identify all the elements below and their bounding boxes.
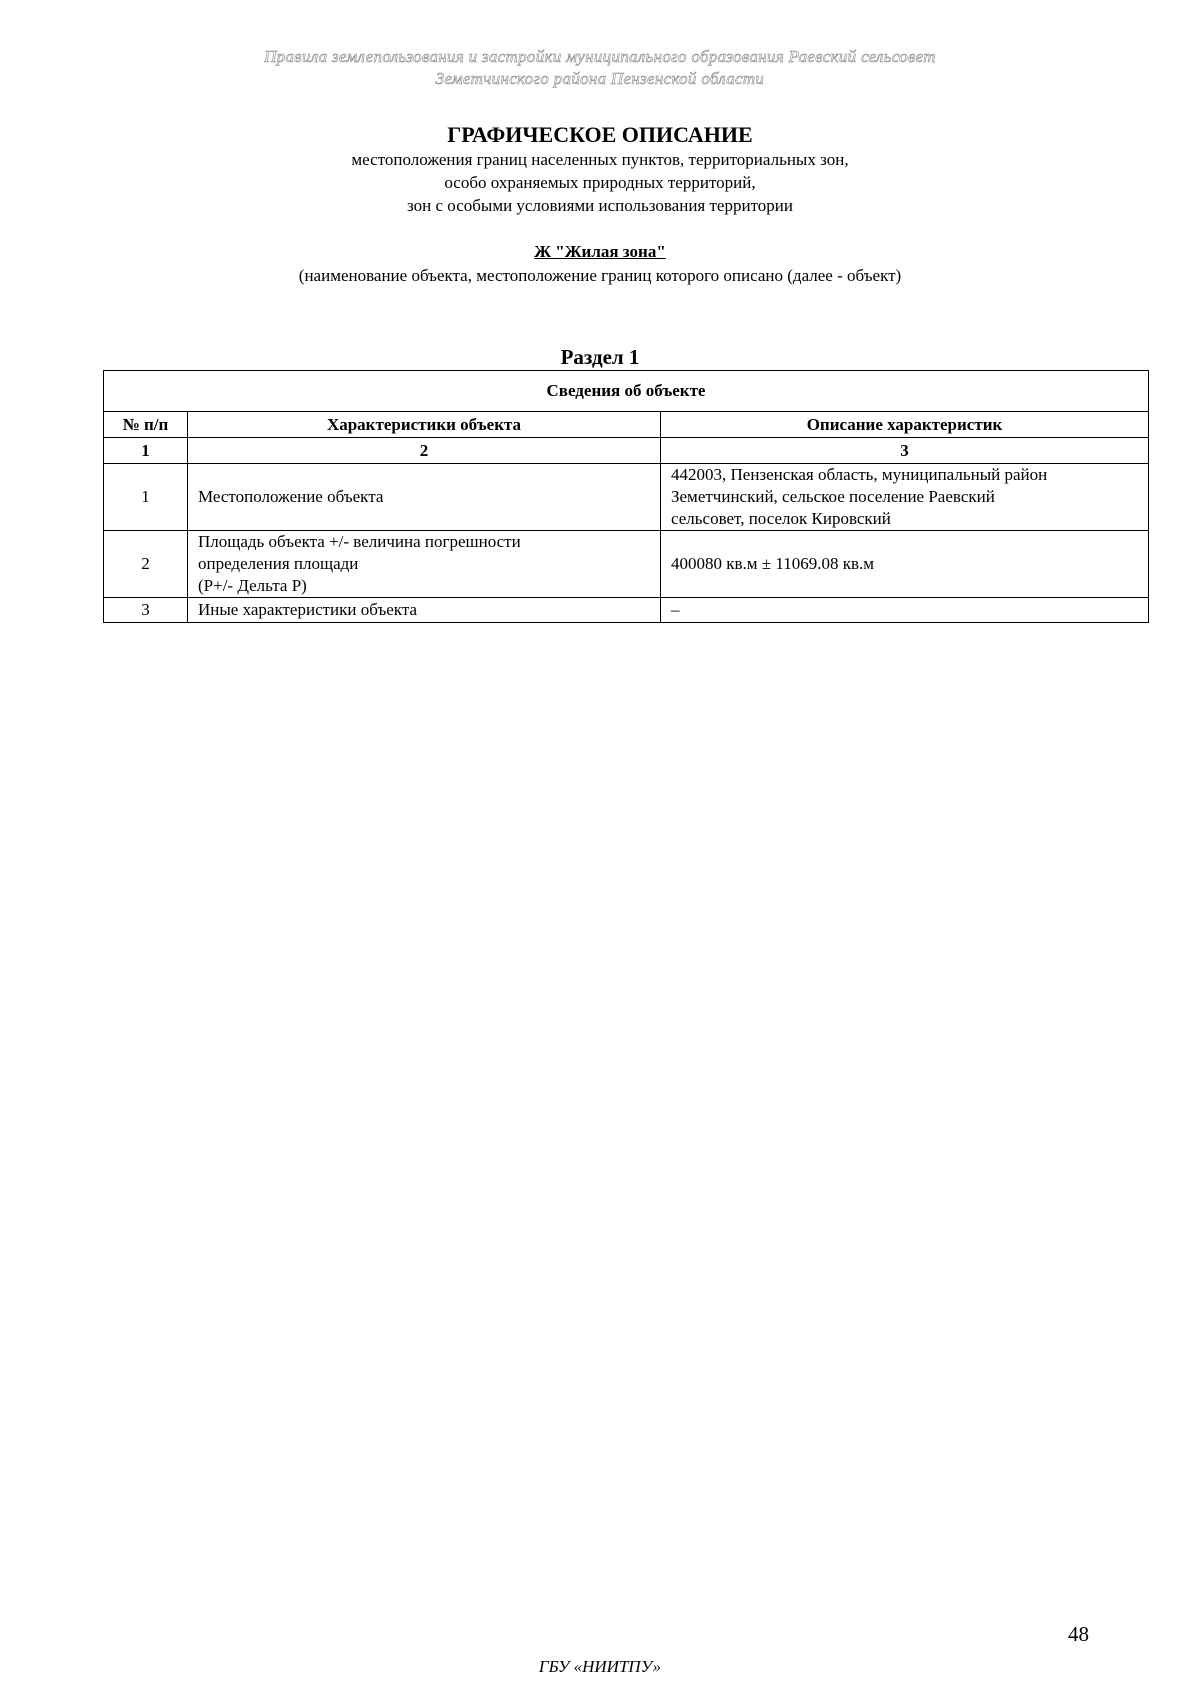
row-description-line: 442003, Пензенская область, муниципальный район <box>671 465 1048 484</box>
row-characteristic <box>188 464 661 531</box>
document-title: ГРАФИЧЕСКОЕ ОПИСАНИЕ <box>447 122 753 147</box>
column-number-row <box>104 438 1149 464</box>
row-description-line: Земетчинский, сельское поселение Раевский <box>671 487 995 506</box>
object-caption: (наименование объекта, местоположение границ которого описано (далее - объект) <box>298 266 902 285</box>
column-header-description: Описание характеристик <box>661 412 1149 438</box>
row-description <box>661 531 1149 598</box>
running-header-line-1: Правила землепользования и застройки муниципального образования Раевский сельсовет <box>264 47 936 66</box>
table-caption-row <box>104 371 1149 412</box>
row-description-line: 400080 кв.м ± 11069.08 кв.м <box>671 554 875 573</box>
table-row <box>104 464 1149 531</box>
row-number: 3 <box>104 598 188 623</box>
row-number: 2 <box>104 531 188 598</box>
row-characteristic <box>188 531 661 598</box>
table-caption: Сведения об объекте <box>104 371 1149 412</box>
column-header-number: № п/п <box>104 412 188 438</box>
running-header <box>0 46 1200 90</box>
title-block <box>0 122 1200 217</box>
document-subtitle-line: зон с особыми условиями использования территории <box>407 196 793 215</box>
document-subtitle-line: особо охраняемых природных территорий, <box>444 173 756 192</box>
table-row <box>104 598 1149 623</box>
page-number: 48 <box>1068 1622 1089 1646</box>
document-subtitle-line: местоположения границ населенных пунктов, территориальных зон, <box>351 150 849 169</box>
row-characteristic-line: Площадь объекта +/- величина погрешности <box>198 532 521 551</box>
column-number-2: 2 <box>188 438 661 464</box>
object-info-table <box>103 370 1149 623</box>
row-description-line: сельсовет, поселок Кировский <box>671 509 891 528</box>
row-characteristic <box>188 598 661 623</box>
table-header-row <box>104 412 1149 438</box>
row-description-line: – <box>671 600 680 619</box>
running-header-line-2: Земетчинского района Пензенской области <box>435 69 765 88</box>
row-characteristic-line: определения площади <box>198 554 359 573</box>
row-description <box>661 598 1149 623</box>
section-title: Раздел 1 <box>560 345 640 369</box>
row-characteristic-line: Иные характеристики объекта <box>198 600 418 619</box>
page-footer: ГБУ «НИИТПУ» <box>538 1657 662 1676</box>
row-number: 1 <box>104 464 188 531</box>
column-number-3: 3 <box>661 438 1149 464</box>
column-header-characteristic: Характеристики объекта <box>188 412 661 438</box>
object-name: Ж "Жилая зона" <box>534 242 666 261</box>
table-row <box>104 531 1149 598</box>
row-description <box>661 464 1149 531</box>
column-number-1: 1 <box>104 438 188 464</box>
row-characteristic-line: Местоположение объекта <box>198 487 384 506</box>
row-characteristic-line: (Р+/- Дельта Р) <box>198 576 307 595</box>
